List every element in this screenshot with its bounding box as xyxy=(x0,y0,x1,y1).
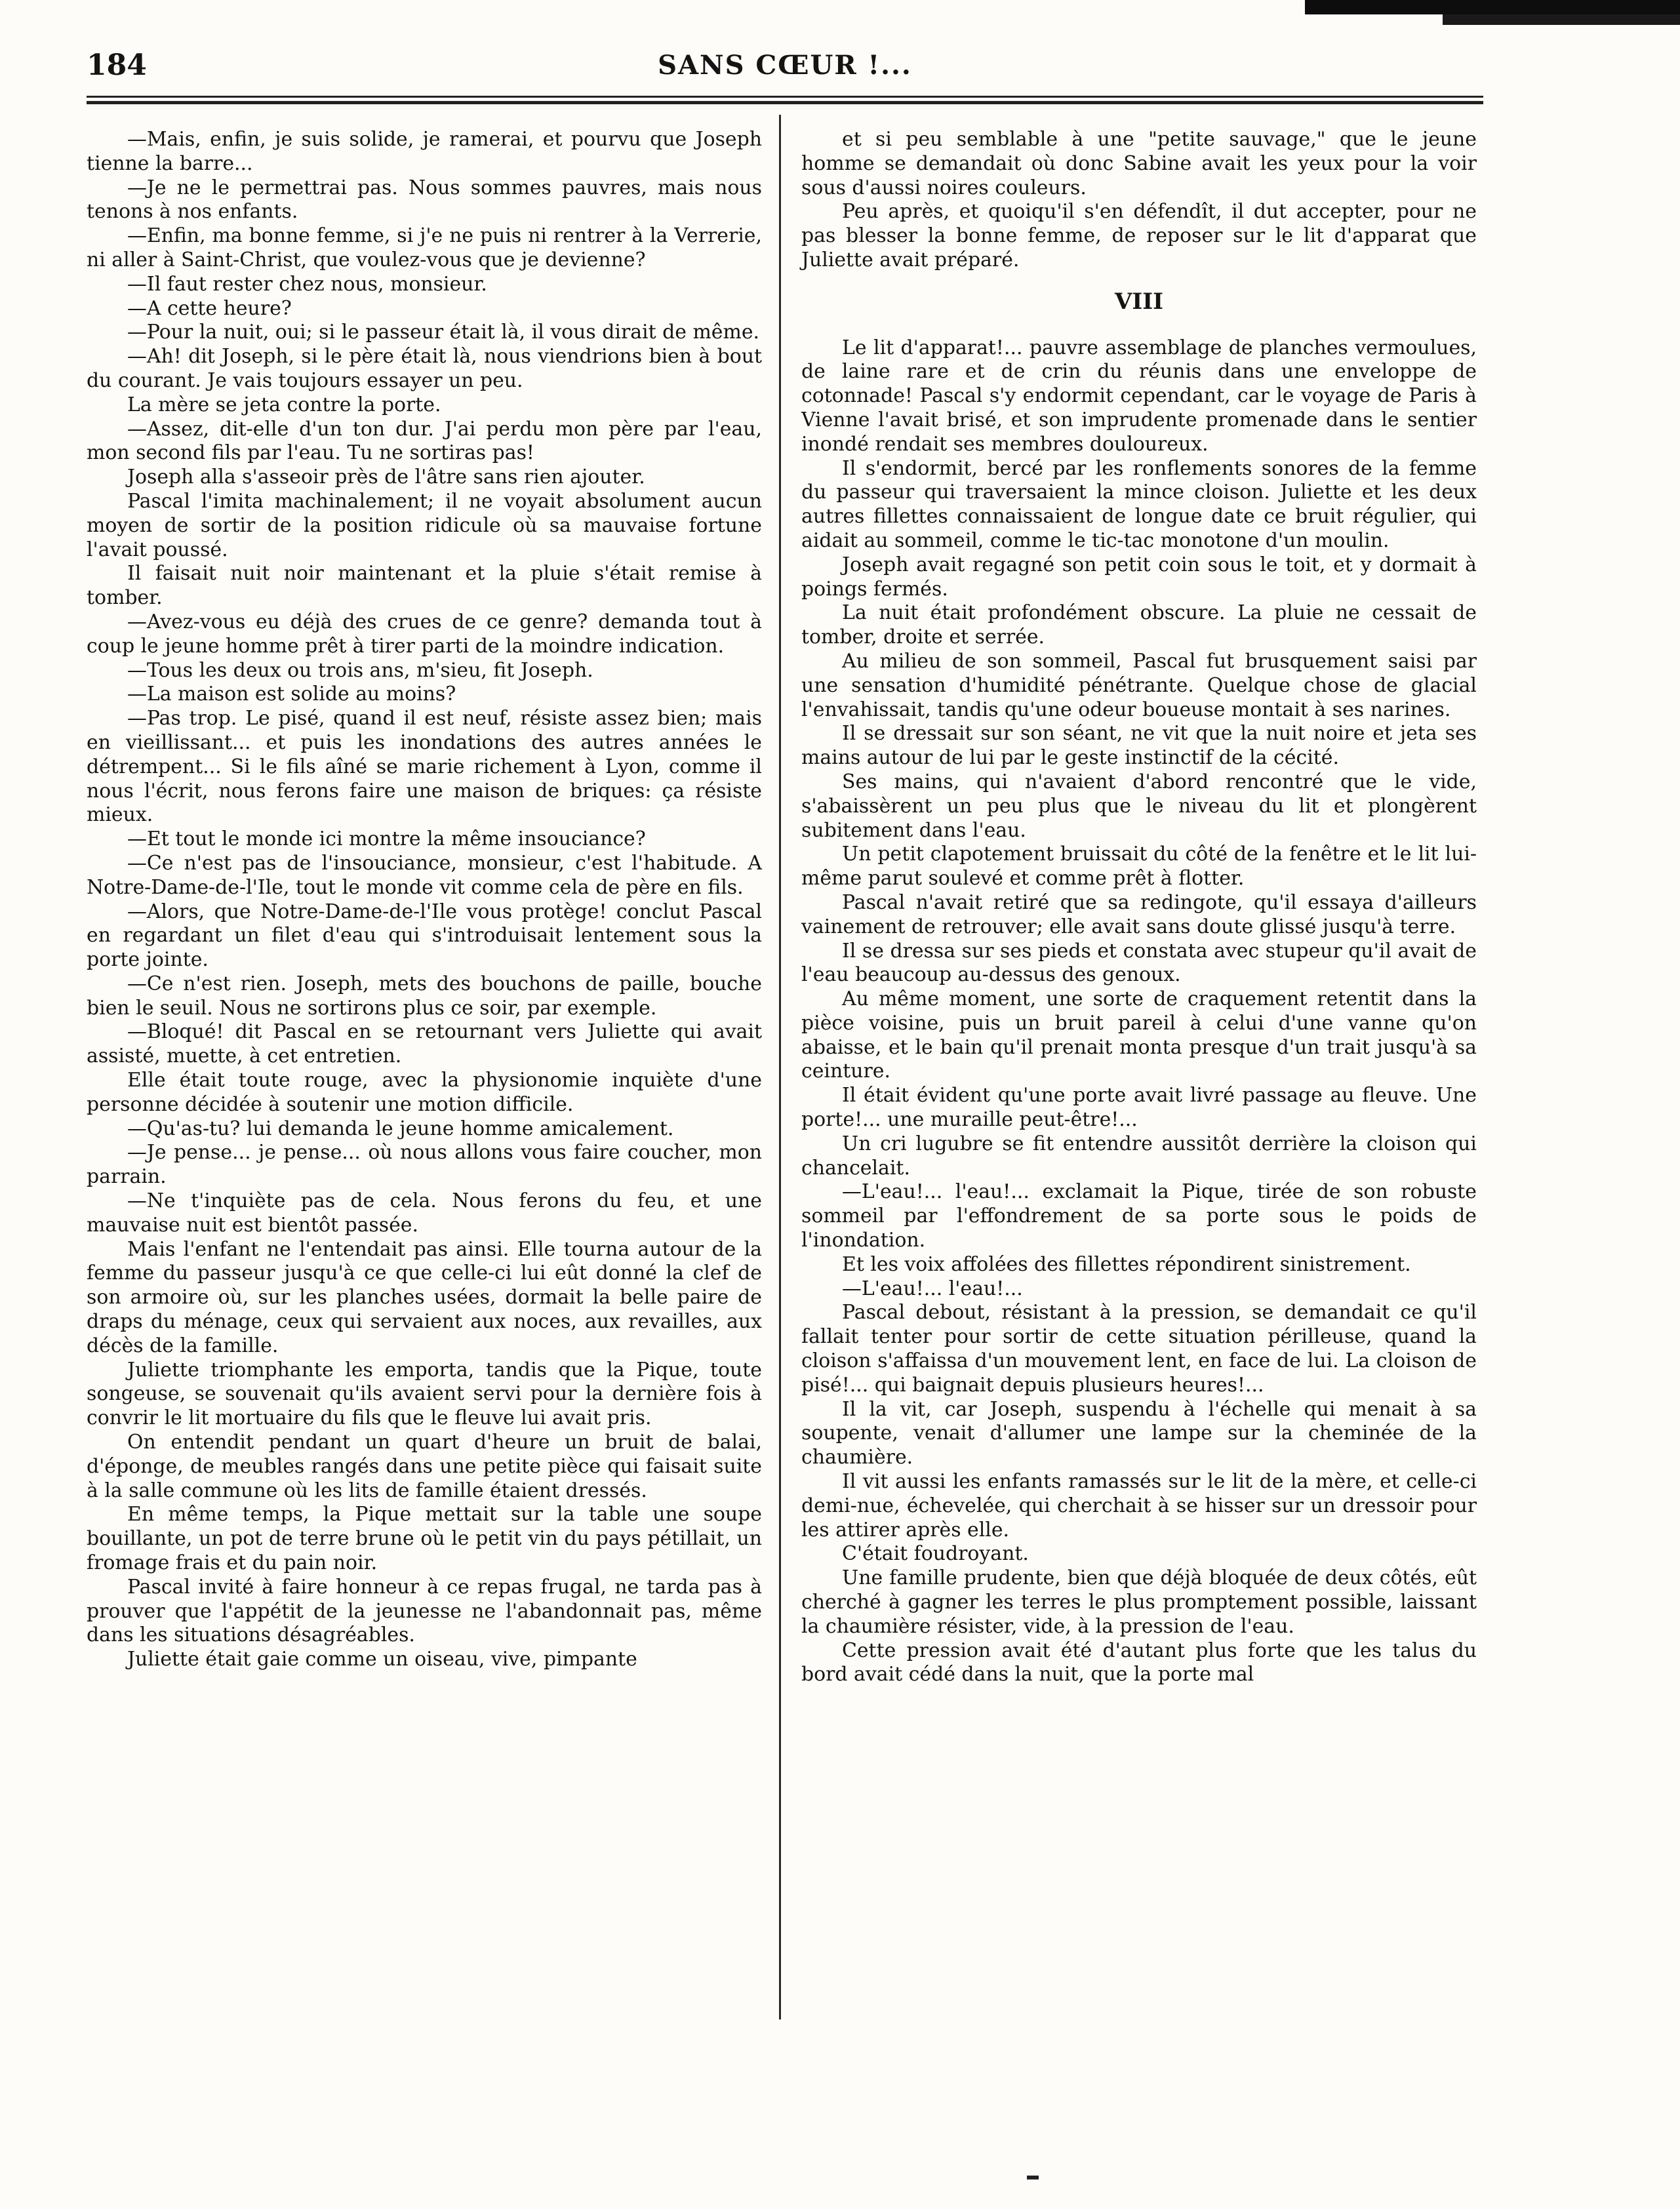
paragraph: On entendit pendant un quart d'heure un bruit de balai, d'éponge, de meubles rangés dans une petite pièce qui faisait suite à la salle commune où les lits de famille étaient dressés. xyxy=(87,1431,762,1502)
paragraph: Il vit aussi les enfants ramassés sur le lit de la mère, et celle-ci demi-nue, échevelée, qui cherchait à se hisser sur un dressoir pour les attirer après elle. xyxy=(801,1470,1477,1542)
paragraph: —L'eau!... l'eau!... xyxy=(842,1277,1023,1300)
paragraph: Il faisait nuit noir maintenant et la pluie s'était remise à tomber. xyxy=(87,562,762,610)
paragraph: —Enfin, ma bonne femme, si j'e ne puis ni rentrer à la Verrerie, ni aller à Saint-Christ, que voulez-vous que je devienne? xyxy=(87,224,762,271)
paragraph: Au même moment, une sorte de craquement retentit dans la pièce voisine, puis un bruit pareil à celui d'une vanne qu'on abaisse, et le bain qu'il prenait monta presque d'un trait jusqu'à sa ceinture. xyxy=(801,987,1477,1083)
printer-mark xyxy=(1027,2176,1039,2179)
paragraph: —Assez, dit-elle d'un ton dur. J'ai perdu mon père par l'eau, mon second fils par l'eau. Tu ne sortiras pas! xyxy=(87,417,762,465)
page-edge-shadow-lower xyxy=(1443,14,1680,25)
paragraph: Et les voix affolées des fillettes répondirent sinistrement. xyxy=(842,1252,1411,1276)
paragraph: —Ce n'est rien. Joseph, mets des bouchons de paille, bouche bien le seuil. Nous ne sortirons plus ce soir, par exemple. xyxy=(87,972,762,1020)
paragraph: Peu après, et quoiqu'il s'en défendît, il dut accepter, pour ne pas blesser la bonne femme, de reposer sur le lit d'apparat que Juliette avait préparé. xyxy=(801,200,1477,271)
paragraph: —Mais, enfin, je suis solide, je ramerai, et pourvu que Joseph tienne la barre... xyxy=(87,128,762,175)
paragraph: Joseph avait regagné son petit coin sous le toit, et y dormait à poings fermés. xyxy=(801,553,1477,601)
paragraph: Juliette était gaie comme un oiseau, vive, pimpante xyxy=(127,1648,637,1671)
paragraph: —Ce n'est pas de l'insouciance, monsieur, c'est l'habitude. A Notre-Dame-de-l'Ile, tout le monde vit comme cela de père en fils. xyxy=(87,851,762,899)
paragraph: En même temps, la Pique mettait sur la table une soupe bouillante, un pot de terre brune où le petit vin du pays pétillait, un fromage frais et du pain noir. xyxy=(87,1503,762,1575)
paragraph: —A cette heure? xyxy=(127,296,292,320)
paragraph: C'était foudroyant. xyxy=(842,1542,1029,1566)
header-rule-thin xyxy=(87,96,1483,98)
paragraph: —Je pense... je pense... où nous allons vous faire coucher, mon parrain. xyxy=(87,1141,762,1189)
paragraph: —Alors, que Notre-Dame-de-l'Ile vous protège! conclut Pascal en regardant un filet d'eau qui s'introduisait lentement sous la porte jointe. xyxy=(87,900,762,972)
paragraph: —L'eau!... l'eau!... exclamait la Pique, tirée de son robuste sommeil par l'effondrement de sa porte sous le poids de l'inondation. xyxy=(801,1180,1477,1252)
paragraph: Pascal invité à faire honneur à ce repas frugal, ne tarda pas à prouver que l'appétit de la jeunesse ne l'abandonnait pas, même dans les situations désagréables. xyxy=(87,1575,762,1647)
paragraph: —Ah! dit Joseph, si le père était là, nous viendrions bien à bout du courant. Je vais toujours essayer un peu. xyxy=(87,345,762,392)
paragraph: Il la vit, car Joseph, suspendu à l'échelle qui menait à sa soupente, venait d'allumer une lampe sur la cheminée de la chaumière. xyxy=(801,1397,1477,1469)
paragraph: —Bloqué! dit Pascal en se retournant vers Juliette qui avait assisté, muette, à cet entretien. xyxy=(87,1020,762,1068)
running-title: SANS CŒUR !... xyxy=(658,50,912,81)
paragraph: La nuit était profondément obscure. La pluie ne cessait de tomber, droite et serrée. xyxy=(801,601,1477,649)
paragraph: —La maison est solide au moins? xyxy=(127,683,456,706)
paragraph: —Ne t'inquiète pas de cela. Nous ferons du feu, et une mauvaise nuit est bientôt passée. xyxy=(87,1189,762,1237)
paragraph: Cette pression avait été d'autant plus forte que les talus du bord avait cédé dans la nuit, que la porte mal xyxy=(801,1639,1477,1686)
paragraph: —Il faut rester chez nous, monsieur. xyxy=(127,272,487,296)
paragraph: —Qu'as-tu? lui demanda le jeune homme amicalement. xyxy=(127,1117,674,1140)
paragraph: Pascal n'avait retiré que sa redingote, qu'il essaya d'ailleurs vainement de retrouver; elle avait sans doute glissé jusqu'à terre. xyxy=(801,890,1477,938)
paragraph: Il se dressa sur ses pieds et constata avec stupeur qu'il avait de l'eau beaucoup au-dessus des genoux. xyxy=(801,939,1477,987)
paragraph: Une famille prudente, bien que déjà bloquée de deux côtés, eût cherché à gagner les terres le plus promptement possible, laissant la chaumière résister, vide, à la pression de l'eau. xyxy=(801,1566,1477,1638)
paragraph: Mais l'enfant ne l'entendait pas ainsi. Elle tourna autour de la femme du passeur jusqu'à ce que celle-ci lui eût donné la clef de son armoire où, sur les planches usées, dormait la belle paire de draps du ménage, ceux qui servaient aux noces, aux revailles, aux décès de la famille. xyxy=(87,1237,762,1357)
paragraph: —Avez-vous eu déjà des crues de ce genre? demanda tout à coup le jeune homme prêt à tirer parti de la moindre indication. xyxy=(87,610,762,658)
paragraph: Ses mains, qui n'avaient d'abord rencontré que le vide, s'abaissèrent un peu plus que le niveau du lit et plongèrent subitement dans l'eau. xyxy=(801,770,1477,842)
paragraph: Pascal debout, résistant à la pression, se demandait ce qu'il fallait tenter pour sortir de cette situation périlleuse, quand la cloison s'affaissa d'un mouvement lent, en face de lui. La cloison de pisé!... qui baignait depuis plusieurs heures!... xyxy=(801,1301,1477,1397)
paragraph: Pascal l'imita machinalement; il ne voyait absolument aucun moyen de sortir de la position ridicule où sa mauvaise fortune l'avait poussé. xyxy=(87,489,762,561)
paragraph: Le lit d'apparat!... pauvre assemblage de planches vermoulues, de laine rare et de crin du réunis dans une enveloppe de cotonnade! Pascal s'y endormit cependant, car le voyage de Paris à Vienne l'avait brisé, et son imprudente promenade dans le sentier inondé rendait ses membres douloureux. xyxy=(801,336,1477,456)
page-number: 184 xyxy=(87,49,147,82)
paragraph: Un petit clapotement bruissait du côté de la fenêtre et le lit lui-même parut soulevé et comme prêt à flotter. xyxy=(801,843,1477,890)
paragraph: Joseph alla s'asseoir près de l'âtre sans rien ajouter. xyxy=(127,466,645,489)
paragraph: Au milieu de son sommeil, Pascal fut brusquement saisi par une sensation d'humidité pénétrante. Quelque chose de glacial l'envahissait, tandis qu'une odeur boueuse montait à ses narines. xyxy=(801,649,1477,721)
left-text-column xyxy=(87,128,762,1672)
column-divider xyxy=(779,115,781,2020)
paragraph: —Pour la nuit, oui; si le passeur était là, il vous dirait de même. xyxy=(127,321,760,344)
header-rule-thick xyxy=(87,101,1483,104)
right-text-column xyxy=(801,128,1477,1687)
paragraph: Juliette triomphante les emporta, tandis que la Pique, toute songeuse, se souvenait qu'ils avaient servi pour la dernière fois à convrir le lit mortuaire du fils que le fleuve lui avait pris. xyxy=(87,1358,762,1430)
paragraph: et si peu semblable à une "petite sauvage," que le jeune homme se demandait où donc Sabine avait les yeux pour la voir sous d'aussi noires couleurs. xyxy=(801,128,1477,199)
paragraph: Il était évident qu'une porte avait livré passage au fleuve. Une porte!... une muraille peut-être!... xyxy=(801,1084,1477,1132)
paragraph: Il se dressait sur son séant, ne vit que la nuit noire et jeta ses mains autour de lui par le geste instinctif de la cécité. xyxy=(801,722,1477,770)
paragraph: —Pas trop. Le pisé, quand il est neuf, résiste assez bien; mais en vieillissant... et puis les inondations des autres années le détrempent... Si le fils aîné se marie richement à Lyon, comme il nous l'écrit, nous ferons faire une maison de briques: ça résiste mieux. xyxy=(87,707,762,827)
paragraph: Il s'endormit, bercé par les ronflements sonores de la femme du passeur qui traversaient la mince cloison. Juliette et les deux autres fillettes connaissaient de longue date ce bruit régulier, qui aidait au sommeil, comme le tic-tac monotone d'un moulin. xyxy=(801,456,1477,552)
paragraph: —Je ne le permettrai pas. Nous sommes pauvres, mais nous tenons à nos enfants. xyxy=(87,176,762,224)
page-edge-shadow xyxy=(1305,0,1680,14)
paragraph: —Tous les deux ou trois ans, m'sieu, fit Joseph. xyxy=(127,658,593,682)
page-header xyxy=(87,47,1483,96)
paragraph: —Et tout le monde ici montre la même insouciance? xyxy=(127,827,646,851)
chapter-heading: VIII xyxy=(1114,288,1164,315)
paragraph: La mère se jeta contre la porte. xyxy=(127,393,441,416)
paragraph: Un cri lugubre se fit entendre aussitôt derrière la cloison qui chancelait. xyxy=(801,1132,1477,1180)
paragraph: Elle était toute rouge, avec la physionomie inquiète d'une personne décidée à soutenir une motion difficile. xyxy=(87,1069,762,1116)
